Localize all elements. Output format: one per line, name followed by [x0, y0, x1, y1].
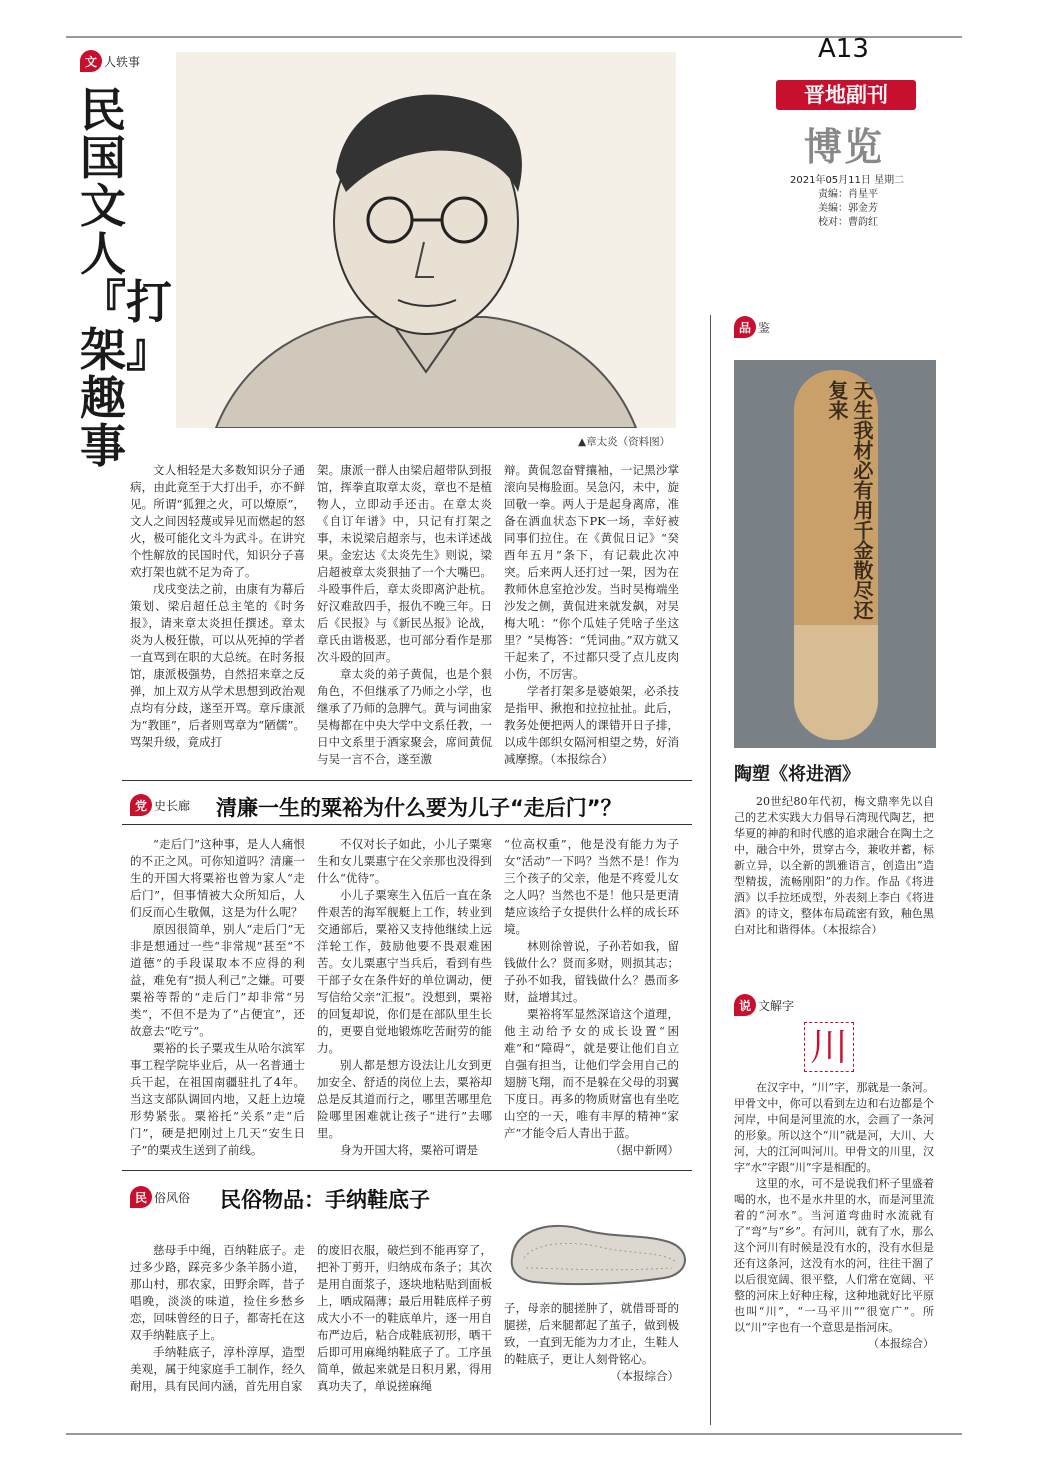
article-3-col-1	[130, 1242, 305, 1395]
bottom-rule	[66, 1433, 962, 1435]
paragraph: “位高权重”，他是没有能力为子女“活动”一下吗？当然不是！作为三个孩子的父亲，他是不疼爱儿女之人吗？当然也不是！他只是更清楚应该给子女提供什么样的成长环境。	[504, 837, 679, 936]
shoe-sole-photo	[504, 1208, 694, 1294]
paragraph: “走后门”这种事，是人人痛恨的不正之风。可你知道吗？清廉一生的开国大将粟裕也曾为家人“走后门”，但事情被大众所知后，人们反而心生敬佩，这是为什么呢？	[130, 837, 305, 919]
article-3-col-3	[504, 1300, 679, 1385]
column-tag-character	[734, 994, 794, 1016]
portrait-photo	[176, 52, 676, 428]
tag-badge: 品	[734, 316, 756, 338]
paragraph: 林则徐曾说，子孙若如我，留钱做什么？贤而多财，则损其志；子孙不如我，留钱做什么？愚而多财，益增其过。	[504, 939, 679, 1004]
paragraph: 20世纪80年代初，梅文鼎率先以自己的艺术实践大力倡导石湾现代陶艺，把华夏的神韵和时代感的追求融合在陶土之中，融合中外，贯穿古今，兼收并蓄，标新立异，以全新的凯雅语言，创造出“造型精拔，流畅刚阳”的力作。作品《将进酒》以手拉坯成型，外表刻上李白《将进酒》的诗文，整体布局疏密有致，釉色黑白对比和谐得体。（本报综合）	[734, 795, 934, 936]
column-tag-3	[130, 1186, 190, 1208]
paragraph: 原因很简单，别人“走后门”无非是想通过一些“非常规”甚至“不道德”的手段谋取本不应得的利益，难免有“损人利己”之嫌。可要粟裕等帮的“走后门”却非常“另类”，不但不是为了“占便宜”，还故意去“吃亏”。	[130, 922, 305, 1038]
vase-inscription: 天生我材必有用千金散尽还复来	[825, 380, 874, 620]
vase-photo	[734, 360, 936, 748]
source: （本报综合）	[868, 1337, 934, 1350]
tag-label: 俗风俗	[154, 1190, 191, 1205]
tag-label: 文解字	[758, 998, 795, 1013]
proofreader: 校对：曹韵红	[818, 217, 878, 228]
paragraph: 戊戌变法之前，由康有为幕后策划、梁启超任总主笔的《时务报》，请来章太炎担任撰述。章太炎为人极狂傲，可以从死掉的学者一直骂到在职的大总统。在时务报馆，康派极强势，自然招来章之反弹，加上双方从学术思想到政治观点均有分歧，遂至开骂。章斥康派为“教匪”，后者则骂章为“陋儒”。骂架升级，竟成打	[130, 582, 305, 749]
divider	[122, 824, 692, 825]
character-body	[734, 1080, 934, 1352]
photo-caption: ▲章太炎（资料图）	[578, 436, 671, 448]
paragraph: 粟裕将军显然深谙这个道理，他主动给予女的成长设置“困难”和“障碍”，就是要让他们自立自强有担当，让他们学会用自己的翅膀飞翔，而不是躲在父母的羽翼下度日。再多的物质财富也有坐吃山空的一天，唯有丰厚的精神“家产”才能令后人青出于蓝。	[504, 1007, 679, 1140]
paragraph: 不仅对长子如此，小儿子粟寒生和女儿粟惠宁在父亲那也没得到什么“优待”。	[317, 837, 492, 885]
vase-body	[794, 370, 878, 740]
source: （本报综合）	[610, 1369, 679, 1383]
column-tag-1	[80, 50, 140, 72]
article-2-col-2	[317, 836, 492, 1159]
paragraph: 架。康派一群人由梁启超带队到报馆，挥拳直取章太炎，章也不是植物人，立即动手还击。在章太炎《自订年谱》中，只记有打架之事，未说梁启超亲与，也未详述战果。金宏达《太炎先生》则说，梁启超被章太炎狠抽了一个大嘴巴。斗殴事件后，章太炎即离沪赴杭。好汉难敌四手，报仇不晚三年。日后《民报》与《新民丛报》论战，章氏由谐极恶，也可部分看作是那次斗殴的回声。	[317, 463, 492, 664]
article-1-col-3	[504, 462, 679, 768]
article-1-col-2	[317, 462, 492, 768]
column-tag-art	[734, 316, 770, 338]
tag-badge: 民	[130, 1186, 152, 1208]
article-3-title: 民俗物品：手纳鞋底子	[220, 1188, 430, 1212]
shoe-sole-illustration	[504, 1208, 694, 1294]
paragraph: 小儿子粟寒生入伍后一直在条件艰苦的海军舰艇上工作，转业到交通部后，粟裕又支持他继续上远洋轮工作，鼓励他要不畏艰难困苦。女儿粟惠宁当兵后，看到有些干部子女在条件好的单位调动，便写信给父亲“汇报”。没想到，粟裕的回复却说，你们是在部队里生长的，更要自觉地锻炼吃苦耐劳的能力。	[317, 888, 492, 1055]
tag-badge: 党	[130, 794, 152, 816]
editor: 责编：肖星平	[818, 189, 878, 200]
column-tag-2	[130, 794, 190, 816]
article-2-title: 清廉一生的粟裕为什么要为儿子“走后门”？	[216, 796, 622, 820]
paragraph: 身为开国大将，粟裕可谓是	[340, 1143, 478, 1157]
supplement-logo: 晋地副刊	[776, 80, 916, 110]
paragraph: 手纳鞋底子，淳朴淳厚，造型美观，属于纯家庭手工制作，经久耐用，具有民间内涵，首先用自家	[130, 1345, 305, 1393]
featured-character: 川	[804, 1022, 854, 1072]
paragraph: 学者打架多是婆娘架，必杀技是指甲、揪抱和拉拉扯扯。此后，教务处便把两人的课错开日子排，以成牛郎织女隔河相望之势，好消减摩擦。（本报综合）	[504, 684, 679, 766]
paragraph: 慈母手中绳，百纳鞋底子。走过多少路，踩亮多少条羊肠小道，那山村，那农家，田野余晖，昔子唱晚，淡淡的味道，捡住乡愁乡恋，回味曾经的日子，都寄托在这双手纳鞋底子上。	[130, 1243, 305, 1342]
paragraph: 这里的水，可不是说我们杯子里盛着喝的水，也不是水井里的水，而是河里流着的“河水”。当河道弯曲时水流就有了“弯”与“乡”。有河川，就有了水，那么这个河川有时候是没有水的，没有水但是还有这条河，这没有水的河，往往干涸了以后很宽阔、很平整，人们常在宽阔、平整的河床上好种庄稼，这种地就好比平原也叫“川”，“一马平川”“很宽广”。所以“川”字也有一个意思是指河床。	[734, 1177, 934, 1334]
paragraph: 子，母亲的腿搓肿了，就借哥哥的腿搓，后来腿都起了茧子，做到极致，一直到无能为力才止，生鞋人的鞋底子，更让人刻骨铭心。	[504, 1301, 679, 1366]
tag-badge: 说	[734, 994, 756, 1016]
tag-label: 史长廊	[154, 798, 191, 813]
portrait-illustration	[176, 52, 676, 428]
divider	[122, 780, 692, 781]
paragraph: 在汉字中，“川”字，那就是一条河。甲骨文中，你可以看到左边和右边都是个河岸，中间是河里流的水，会画了一条河的形象。所以这个“川”就是河，大川、大河，大的江河叫河川。甲骨文的川里，汉字“水”字跟“川”字是相配的。	[734, 1081, 934, 1174]
paragraph: 文人相轻是大多数知识分子通病，由此竟至于大打出手，亦不鲜见。所谓“狐狸之火，可以燎原”，文人之间因轻蔑或异见而燃起的怒火，极可能化文斗为武斗。在讲究个性解放的民国时代，知识分子喜欢打架也就不足为奇了。	[130, 463, 305, 579]
article-1-title: 民国文人『打架』趣事	[80, 83, 172, 473]
article-1-col-1	[130, 462, 305, 751]
article-2-col-1	[130, 836, 305, 1159]
art-body	[734, 794, 934, 938]
paragraph: 粟裕的长子粟戎生从哈尔滨军事工程学院毕业后，从一名普通士兵干起，在祖国南疆驻扎了4年。当这支部队调回内地，又赶上边境形势紧张。粟裕托“关系”走“后门”，硬是把刚过上几天“安生日子”的粟戎生送到了前线。	[130, 1041, 305, 1157]
article-2-col-3	[504, 836, 679, 1159]
sidebar-divider	[710, 315, 711, 1425]
date-line: 2021年05月11日 星期二	[790, 175, 905, 186]
section-title: 博览	[804, 124, 885, 169]
art-title: 陶塑《将进酒》	[734, 764, 860, 785]
designer: 美编：郭金芳	[818, 203, 878, 214]
page-number: A13	[818, 34, 869, 64]
paragraph: 辩。黄侃忽奋臂攘袖，一记黑沙掌滚向吴梅脸面。吴急闪，未中，旋回敬一拳。两人于是起身离席，准备在酒血状态下PK一场，幸好被同事们拉住。在《黄侃日记》“癸酉年五月”条下，有记载此次冲突。后来两人还打过一架，因为在教师休息室抢沙发。当时吴梅端坐沙发之侧，黄侃进来就发飙，对吴梅大吼：“你个瓜娃子凭啥子坐这里？”吴梅答：“凭词曲。”双方就又干起来了，不过都只受了点儿皮肉小伤，不厉害。	[504, 463, 679, 681]
paragraph: 别人都是想方设法让儿女到更加安全、舒适的岗位上去，粟裕却总是反其道而行之，哪里苦哪里危险哪里困难就让孩子“进行”去哪里。	[317, 1058, 492, 1140]
source: （据中新网）	[610, 1143, 679, 1157]
vase-base	[794, 625, 878, 740]
tag-label: 鉴	[758, 320, 771, 335]
article-3-col-2	[317, 1242, 492, 1395]
tag-badge: 文	[80, 50, 102, 72]
paragraph: 章太炎的弟子黄侃，也是个狠角色，不但继承了乃师之小学，也继承了乃师的急脾气。黄与词曲家吴梅都在中央大学中文系任教，一日中文系里于酒家聚会，席间黄侃与吴一言不合，遂至激	[317, 667, 492, 766]
paragraph: 的废旧衣服，破烂到不能再穿了，把补丁剪开，归纳成布条子；其次是用自面浆子，逐块地粘贴到面板上，晒成隔薄；最后用鞋底样子剪成大小不一的鞋底单片，逐一用自布严边后，粘合成鞋底初形，晒干后即可用麻绳纳鞋底子了。工序虽简单，做起来就是日积月累，得用真功夫了，单说搓麻绳	[317, 1243, 492, 1393]
tag-label: 人轶事	[104, 54, 141, 69]
divider	[122, 1170, 692, 1171]
